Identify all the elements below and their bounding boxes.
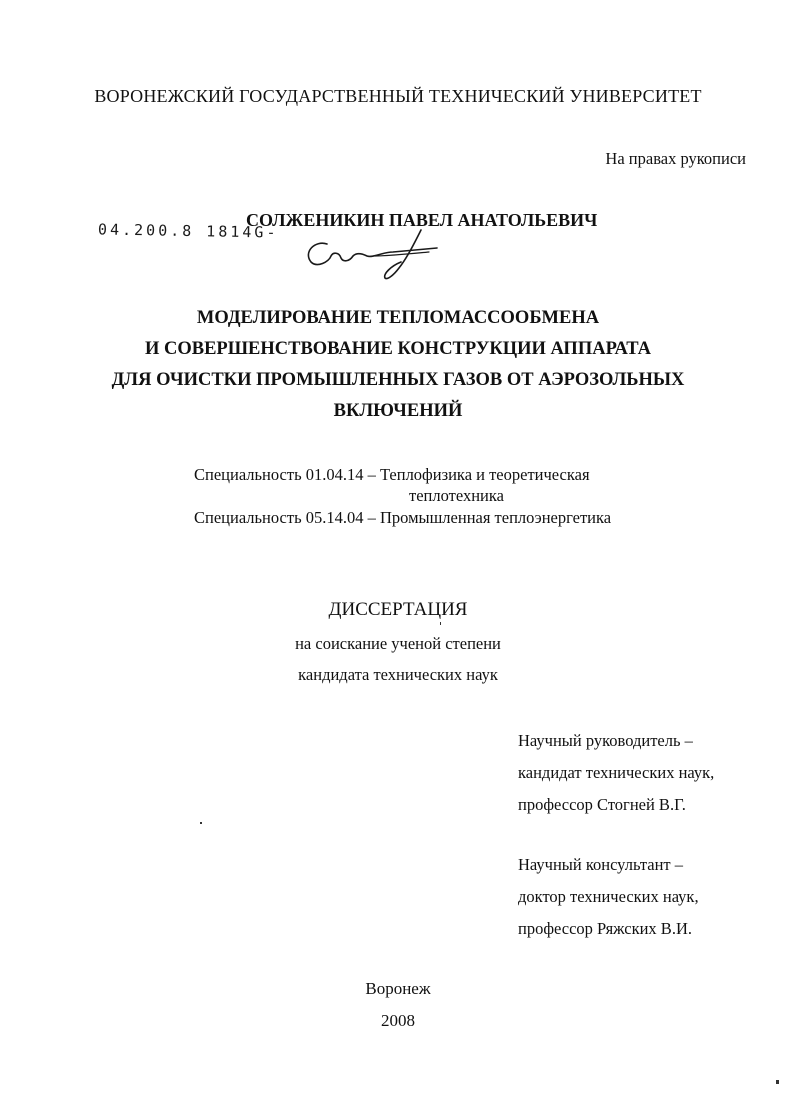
supervisor-block [518,725,714,821]
consultant-degree: доктор технических наук, [518,887,699,906]
dissertation-title [100,303,696,427]
dissertation-purpose: на соискание ученой степени [295,634,501,653]
supervisor-degree: кандидат технических наук, [518,763,715,782]
dissertation-type: ДИССЕРТАЦИЯ [328,599,468,620]
dissertation-degree: кандидата технических наук [298,665,498,684]
city: Воронеж [365,979,431,998]
scan-speck [776,1080,779,1084]
library-stamp-code: 04.200.8 1814G- [97,220,279,242]
title-line-2: И СОВЕРШЕНСТВОВАНИЕ КОНСТРУКЦИИ АППАРАТА [144,339,652,359]
title-line-3: ДЛЯ ОЧИСТКИ ПРОМЫШЛЕННЫХ ГАЗОВ ОТ АЭРОЗОЛЬНЫХ [111,370,685,390]
author-name: СОЛЖЕНИКИН ПАВЕЛ АНАТОЛЬЕВИЧ [246,210,598,230]
supervisor-role: Научный руководитель – [518,731,693,750]
specialty-2: Специальность 05.14.04 – Промышленная теплоэнергетика [194,508,612,527]
consultant-name: профессор Ряжских В.И. [518,919,692,938]
signature-image [297,222,447,288]
title-line-1: МОДЕЛИРОВАНИЕ ТЕПЛОМАССООБМЕНА [196,308,600,328]
university-name: ВОРОНЕЖСКИЙ ГОСУДАРСТВЕННЫЙ ТЕХНИЧЕСКИЙ УНИВЕРСИТЕТ [94,86,702,106]
consultant-block [518,849,699,945]
supervisor-name: профессор Стогней В.Г. [518,795,686,814]
scan-speck [440,622,441,625]
scan-speck [200,822,202,824]
title-line-4: ВКЛЮЧЕНИЙ [333,401,463,421]
consultant-role: Научный консультант – [518,855,683,874]
specialty-1-continuation: теплотехника [409,486,504,505]
specialty-1: Специальность 01.04.14 – Теплофизика и теоретическая [194,465,590,484]
year: 2008 [381,1011,415,1030]
rights-note: На правах рукописи [605,149,746,168]
